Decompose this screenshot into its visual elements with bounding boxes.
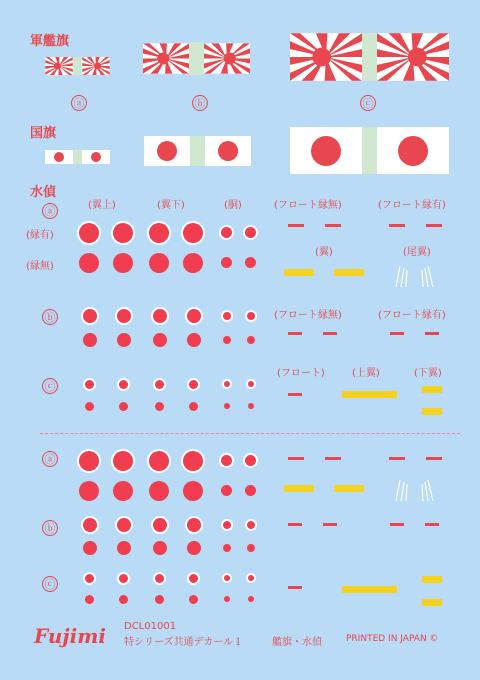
col-label-float-no-border-b: (フロート縁無) [274,310,342,321]
hinomaru-decal [149,481,169,501]
float-stripe-decal [426,224,442,227]
hinomaru-decal [113,253,133,273]
product-code: DCL01001 [124,621,177,632]
seaplane-size-label-a: ⓐ [42,203,58,219]
hinomaru-decal [187,333,201,347]
hinomaru-decal [189,574,198,583]
product-name: 特シリーズ共通デカール１ [124,637,244,648]
upper-wing-yellow-band-decal [342,391,397,398]
hinomaru-decal [245,227,256,238]
float-stripe-decal [390,523,404,526]
hinomaru-decal [155,595,164,604]
wing-yellow-band-decal [284,269,314,276]
hinomaru-decal [245,257,256,268]
hinomaru-decal [189,595,198,604]
hinomaru-decal [247,336,255,344]
float-stripe-decal [390,332,404,335]
hinomaru-decal [245,455,256,466]
float-stripe-decal [389,457,405,460]
col-label-fuselage: (胴) [224,200,242,211]
tail-stripes-decal [390,262,440,290]
col-label-float-with-border-b: (フロート縁有) [378,310,446,321]
hinomaru-decal [248,575,254,581]
hinomaru-decal [153,518,167,532]
wing-yellow-band-decal [334,269,364,276]
upper-wing-yellow-band-decal [342,586,397,593]
col-label-wing-lower: (翼下) [157,200,185,211]
hinomaru-decal [223,544,231,552]
float-stripe-decal [426,457,442,460]
hinomaru-decal [155,574,164,583]
hinomaru-decal [79,481,99,501]
hinomaru-decal [113,451,133,471]
size-label-c: ⓒ [360,95,376,111]
float-stripe-decal [325,457,341,460]
hinomaru-decal [153,333,167,347]
lower-wing-yellow-band-decal [422,599,442,606]
hinomaru-decal [85,574,94,583]
float-stripe-decal [323,523,337,526]
cut-line [40,433,460,434]
ensign-large [290,33,449,81]
float-stripe-decal [288,523,302,526]
seaplane-heading: 水偵 [30,185,57,200]
float-stripe-decal [323,332,337,335]
lower-size-label-c: ⓒ [42,576,58,592]
hinomaru-decal [153,541,167,555]
hinomaru-decal [85,402,94,411]
hinomaru-decal [247,312,255,320]
hinomaru-decal [119,595,128,604]
brand-logo: Fujimi [34,624,106,648]
row-label-no-border: (縁無) [26,261,54,272]
hinomaru-decal [85,380,94,389]
col-label-float-no-border: (フロート縁無) [274,200,342,211]
hinomaru-decal [189,380,198,389]
float-stripe-decal [325,224,341,227]
hinomaru-decal [119,402,128,411]
lower-wing-yellow-band-decal [422,386,442,393]
hinomaru-decal [187,518,201,532]
hinomaru-decal [245,485,256,496]
hinomaru-decal [155,402,164,411]
hinomaru-decal [183,481,203,501]
hinomaru-decal [155,380,164,389]
lower-wing-yellow-band-decal [422,576,442,583]
hinomaru-decal [83,541,97,555]
hinomaru-decal [183,253,203,273]
printed-in-japan: PRINTED IN JAPAN © [346,634,439,644]
hinomaru-decal [183,223,203,243]
hinomaru-decal [113,223,133,243]
seaplane-size-label-b: ⓑ [42,309,58,325]
hinomaru-decal [79,253,99,273]
float-stripe-decal [288,586,302,589]
hinomaru-decal [149,253,169,273]
hinomaru-decal [187,309,201,323]
col-label-wing: (翼) [315,247,333,258]
ensign-medium [143,42,250,75]
lower-wing-yellow-band-decal [422,408,442,415]
naval-ensign-heading: 軍艦旗 [30,34,70,49]
col-label-tail: (尾翼) [403,247,431,258]
hinomaru-decal [117,309,131,323]
wing-yellow-band-decal [284,485,314,492]
hinomaru-decal [248,403,254,409]
hinomaru-decal [183,451,203,471]
hinomaru-decal [83,309,97,323]
hinomaru-decal [224,596,230,602]
hinomaru-decal [189,402,198,411]
national-flag-medium [144,136,251,166]
hinomaru-decal [247,521,255,529]
hinomaru-decal [149,223,169,243]
hinomaru-decal [247,544,255,552]
hinomaru-decal [224,381,230,387]
hinomaru-decal [119,574,128,583]
national-flag-heading: 国旗 [30,126,57,141]
hinomaru-decal [79,223,99,243]
col-label-wing-upper: (翼上) [88,200,116,211]
hinomaru-decal [221,455,232,466]
hinomaru-decal [221,227,232,238]
float-stripe-decal [288,332,302,335]
hinomaru-decal [85,595,94,604]
size-label-b: ⓑ [192,95,208,111]
hinomaru-decal [117,333,131,347]
hinomaru-decal [223,336,231,344]
hinomaru-decal [79,451,99,471]
national-flag-large [290,127,449,174]
hinomaru-decal [223,312,231,320]
hinomaru-decal [149,451,169,471]
national-flag-small [45,150,110,164]
hinomaru-decal [117,518,131,532]
hinomaru-decal [153,309,167,323]
col-label-lower-wing: (下翼) [414,368,442,379]
seaplane-size-label-c: ⓒ [42,378,58,394]
float-stripe-decal [288,224,304,227]
hinomaru-decal [221,257,232,268]
float-stripe-decal [425,523,439,526]
ensign-small [45,57,109,75]
float-stripe-decal [389,224,405,227]
hinomaru-decal [113,481,133,501]
size-label-a: ⓐ [71,95,87,111]
col-label-float: (フロート) [277,368,325,379]
wing-yellow-band-decal [334,485,364,492]
col-label-upper-wing: (上翼) [352,368,380,379]
product-subtitle: 艦旗・水偵 [272,637,322,648]
row-label-with-border: (縁有) [26,230,54,241]
hinomaru-decal [224,575,230,581]
hinomaru-decal [248,381,254,387]
hinomaru-decal [223,521,231,529]
float-stripe-decal [288,393,302,396]
hinomaru-decal [83,518,97,532]
col-label-float-with-border: (フロート縁有) [378,200,446,211]
hinomaru-decal [224,403,230,409]
hinomaru-decal [117,541,131,555]
float-stripe-decal [288,457,304,460]
lower-size-label-a: ⓐ [42,451,58,467]
hinomaru-decal [187,541,201,555]
lower-size-label-b: ⓑ [42,520,58,536]
tail-stripes-decal [390,476,440,504]
hinomaru-decal [248,596,254,602]
float-stripe-decal [425,332,439,335]
hinomaru-decal [119,380,128,389]
hinomaru-decal [83,333,97,347]
hinomaru-decal [221,485,232,496]
